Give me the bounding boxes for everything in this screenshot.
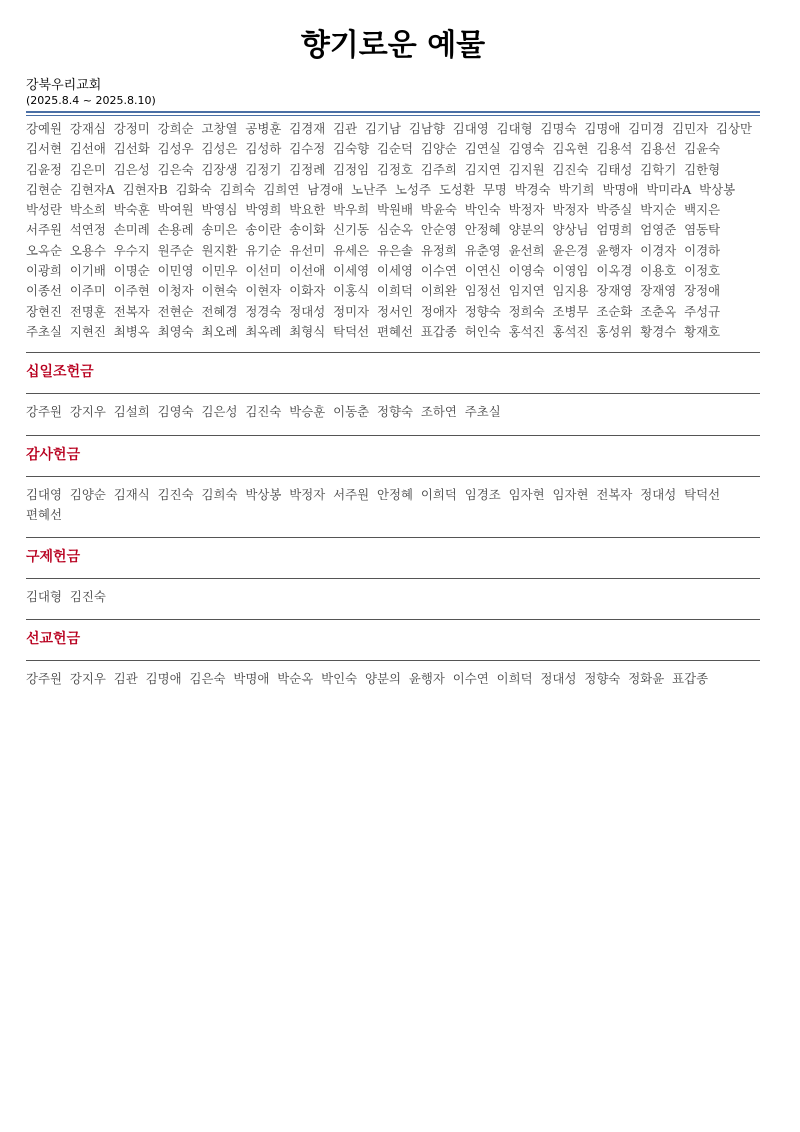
donor-name: 김명애 bbox=[145, 671, 182, 687]
donor-name: 임자현 bbox=[552, 486, 589, 502]
donor-name: 우수지 bbox=[113, 242, 150, 258]
donor-name: 이세영 bbox=[377, 263, 413, 279]
donor-name: 유춘영 bbox=[464, 242, 501, 258]
donor-name: 최옥례 bbox=[245, 323, 282, 339]
donor-name: 박여원 bbox=[157, 202, 194, 218]
donor-name: 고창열 bbox=[201, 121, 238, 136]
donor-name: 박우희 bbox=[333, 202, 370, 218]
donor-name: 정대성 bbox=[640, 486, 677, 502]
donor-name: 박경숙 bbox=[514, 181, 551, 197]
donor-name: 양상님 bbox=[552, 222, 589, 238]
donor-name: 탁덕선 bbox=[333, 323, 370, 339]
donor-name: 김연실 bbox=[464, 141, 501, 157]
donor-name: 김현순 bbox=[26, 181, 62, 197]
donor-name: 김주희 bbox=[420, 161, 457, 177]
donor-name: 송이란 bbox=[245, 222, 282, 238]
donor-name: 박증실 bbox=[596, 202, 633, 218]
donor-name: 임지용 bbox=[552, 283, 589, 299]
donor-name: 원주순 bbox=[157, 242, 194, 258]
donor-name: 김정기 bbox=[245, 161, 282, 177]
donor-name: 탁덕선 bbox=[684, 486, 721, 502]
donor-name: 조춘옥 bbox=[640, 303, 677, 319]
donor-name: 김민자 bbox=[672, 121, 709, 136]
donor-name: 양분의 bbox=[365, 671, 401, 687]
donor-name: 김명숙 bbox=[540, 121, 577, 136]
donor-name: 이민우 bbox=[201, 263, 238, 279]
donor-name: 이세영 bbox=[333, 263, 370, 279]
donor-name: 김성하 bbox=[245, 141, 282, 157]
donor-name: 염동탁 bbox=[684, 222, 721, 238]
donor-name: 정미자 bbox=[333, 303, 370, 319]
donor-name: 조병무 bbox=[552, 303, 589, 319]
donor-name: 표갑종 bbox=[672, 671, 709, 687]
donor-name: 서주원 bbox=[333, 486, 370, 502]
donor-name: 정향숙 bbox=[377, 404, 413, 420]
donor-name: 박지순 bbox=[640, 202, 677, 218]
donor-name: 김희연 bbox=[263, 181, 300, 197]
donor-name: 이영임 bbox=[552, 263, 589, 279]
donor-name: 장정애 bbox=[684, 283, 721, 299]
donor-name: 무명 bbox=[482, 181, 507, 197]
donor-name: 전혜경 bbox=[201, 303, 238, 319]
donor-name: 안정혜 bbox=[464, 222, 501, 238]
donor-name: 전명훈 bbox=[69, 303, 106, 319]
donor-name: 김남향 bbox=[408, 121, 445, 136]
donor-name: 이주미 bbox=[69, 283, 106, 299]
donor-name: 강주원 bbox=[26, 671, 62, 687]
donor-name: 김경재 bbox=[289, 121, 326, 136]
donor-name: 김선화 bbox=[113, 141, 150, 157]
donor-name: 유정희 bbox=[420, 242, 457, 258]
donor-name: 오용수 bbox=[69, 242, 106, 258]
donor-name: 김양순 bbox=[420, 141, 457, 157]
donor-name: 안순영 bbox=[420, 222, 457, 238]
donor-name: 김화숙 bbox=[175, 181, 212, 197]
donor-name: 김진숙 bbox=[69, 589, 106, 605]
donor-name: 유세은 bbox=[333, 242, 370, 258]
donor-name: 임정선 bbox=[464, 283, 501, 299]
donor-name: 박소희 bbox=[69, 202, 106, 218]
donor-name: 장재영 bbox=[596, 283, 633, 299]
donor-name: 김상만 bbox=[716, 121, 752, 136]
section-title: 구제헌금 bbox=[26, 549, 81, 566]
donor-name: 김은성 bbox=[113, 161, 150, 177]
donor-name: 윤선희 bbox=[508, 242, 545, 258]
donor-name: 김대형 bbox=[496, 121, 533, 136]
donor-name: 이용호 bbox=[640, 263, 677, 279]
page-title: 향기로운 예물 bbox=[300, 28, 486, 63]
donor-name: 김영숙 bbox=[157, 404, 194, 420]
donor-name: 정향숙 bbox=[464, 303, 501, 319]
donor-name: 박상봉 bbox=[245, 486, 282, 502]
donor-name: 김양순 bbox=[69, 486, 106, 502]
donor-name: 박인숙 bbox=[464, 202, 501, 218]
donor-name: 김대영 bbox=[452, 121, 489, 136]
donor-name: 박승훈 bbox=[289, 404, 326, 420]
donor-name: 김관 bbox=[333, 121, 358, 136]
donor-name: 주초실 bbox=[26, 323, 62, 339]
donor-name: 이영숙 bbox=[508, 263, 545, 279]
donor-name: 정경숙 bbox=[245, 303, 282, 319]
donor-name: 전현순 bbox=[157, 303, 194, 319]
donor-name: 장현진 bbox=[26, 303, 62, 319]
donor-name: 박원배 bbox=[377, 202, 413, 218]
donor-name: 노성주 bbox=[395, 181, 431, 197]
donor-name: 공병훈 bbox=[245, 121, 282, 136]
donor-name: 주성규 bbox=[684, 303, 721, 319]
donor-name: 김숙향 bbox=[333, 141, 370, 157]
donor-name: 이희덕 bbox=[420, 486, 457, 502]
donor-name: 이홍식 bbox=[333, 283, 370, 299]
donor-name: 이청자 bbox=[157, 283, 194, 299]
donor-name: 남경애 bbox=[307, 181, 344, 197]
donor-name: 김수정 bbox=[289, 141, 326, 157]
donor-name: 이명순 bbox=[113, 263, 150, 279]
donor-name: 조순화 bbox=[596, 303, 633, 319]
donor-name: 강예원 bbox=[26, 121, 62, 136]
donor-name: 송이화 bbox=[289, 222, 326, 238]
donor-name: 김윤숙 bbox=[684, 141, 721, 157]
donor-name: 이연신 bbox=[464, 263, 501, 279]
donor-name: 김한형 bbox=[684, 161, 721, 177]
donor-name: 황재호 bbox=[684, 323, 721, 339]
donor-name: 강지우 bbox=[69, 404, 106, 420]
donor-name: 전복자 bbox=[596, 486, 633, 502]
donor-name: 김학기 bbox=[640, 161, 677, 177]
donor-name: 강희순 bbox=[157, 121, 194, 136]
donor-name: 최형식 bbox=[289, 323, 326, 339]
donor-name: 이정호 bbox=[684, 263, 721, 279]
donor-name: 백지은 bbox=[684, 202, 721, 218]
donor-name: 임경조 bbox=[464, 486, 501, 502]
donor-name: 이주현 bbox=[113, 283, 150, 299]
donor-name: 김지원 bbox=[508, 161, 545, 177]
donor-name: 김대영 bbox=[26, 486, 62, 502]
offering-sections bbox=[26, 352, 760, 701]
donor-name: 이선애 bbox=[289, 263, 326, 279]
donor-name: 김진숙 bbox=[245, 404, 282, 420]
donor-name: 김진숙 bbox=[157, 486, 194, 502]
donor-name: 전복자 bbox=[113, 303, 150, 319]
donor-name: 석연정 bbox=[69, 222, 106, 238]
donor-name: 이희덕 bbox=[377, 283, 413, 299]
donor-name: 정향숙 bbox=[584, 671, 621, 687]
donor-name: 이선미 bbox=[245, 263, 282, 279]
donor-name: 김재식 bbox=[113, 486, 150, 502]
donor-name: 윤행자 bbox=[408, 671, 445, 687]
donor-name: 김윤정 bbox=[26, 161, 62, 177]
donor-name: 최병옥 bbox=[113, 323, 150, 339]
donor-name: 정대성 bbox=[540, 671, 577, 687]
donor-name: 김은미 bbox=[69, 161, 106, 177]
donor-name: 도성환 bbox=[438, 181, 475, 197]
donor-name: 오옥순 bbox=[26, 242, 62, 258]
donor-name: 박기희 bbox=[558, 181, 595, 197]
donor-name: 김선애 bbox=[69, 141, 106, 157]
donor-name: 이수연 bbox=[452, 671, 489, 687]
donor-name: 김정호 bbox=[377, 161, 413, 177]
donor-name: 김기남 bbox=[365, 121, 401, 136]
donor-name: 엄영준 bbox=[640, 222, 677, 238]
donor-name: 정애자 bbox=[420, 303, 457, 319]
donor-name: 김은숙 bbox=[157, 161, 194, 177]
section-names bbox=[26, 579, 760, 619]
donor-name: 김미경 bbox=[628, 121, 665, 136]
offering-page bbox=[26, 0, 760, 702]
donor-name: 박정자 bbox=[508, 202, 545, 218]
donor-name: 김성은 bbox=[201, 141, 238, 157]
donor-name: 박명애 bbox=[602, 181, 639, 197]
donor-name: 손용례 bbox=[157, 222, 194, 238]
donor-name: 심순옥 bbox=[377, 222, 413, 238]
donor-name: 이경하 bbox=[684, 242, 721, 258]
donor-name: 유기순 bbox=[245, 242, 282, 258]
donor-name: 김정임 bbox=[333, 161, 370, 177]
donor-name: 최영숙 bbox=[157, 323, 194, 339]
donor-name: 조하연 bbox=[420, 404, 457, 420]
donor-name: 박정자 bbox=[289, 486, 326, 502]
donor-name: 김정례 bbox=[289, 161, 326, 177]
donor-name: 홍석진 bbox=[552, 323, 589, 339]
church-name: 강북우리교회 bbox=[26, 78, 102, 93]
donor-name: 강지우 bbox=[69, 671, 106, 687]
donor-name: 서주원 bbox=[26, 222, 62, 238]
donor-name: 송미은 bbox=[201, 222, 238, 238]
donor-name: 김성우 bbox=[157, 141, 194, 157]
donor-name: 김순덕 bbox=[377, 141, 413, 157]
donor-name: 이광희 bbox=[26, 263, 62, 279]
donor-name: 김관 bbox=[113, 671, 138, 687]
donor-name: 김은성 bbox=[201, 404, 238, 420]
donor-name: 유은솔 bbox=[377, 242, 413, 258]
donor-name: 강주원 bbox=[26, 404, 62, 420]
donor-name: 안정혜 bbox=[377, 486, 413, 502]
donor-name: 정서인 bbox=[377, 303, 413, 319]
donor-name: 강재심 bbox=[69, 121, 106, 136]
donor-name: 양분의 bbox=[508, 222, 545, 238]
donor-name: 임지연 bbox=[508, 283, 545, 299]
donor-name: 김영숙 bbox=[508, 141, 545, 157]
section-title: 선교헌금 bbox=[26, 631, 81, 648]
header-divider bbox=[26, 111, 760, 116]
donor-name: 김명애 bbox=[584, 121, 621, 136]
date-range: (2025.8.4 ~ 2025.8.10) bbox=[26, 94, 156, 107]
donor-name: 임자현 bbox=[508, 486, 545, 502]
donor-name: 이옥경 bbox=[596, 263, 633, 279]
donor-name: 김설희 bbox=[113, 404, 150, 420]
donor-name: 박명애 bbox=[233, 671, 270, 687]
section-names bbox=[26, 394, 760, 434]
donor-name: 노난주 bbox=[351, 181, 388, 197]
donor-name: 홍석진 bbox=[508, 323, 545, 339]
donor-name: 김현자A bbox=[69, 181, 115, 197]
donor-name: 편혜선 bbox=[26, 506, 62, 522]
donor-name: 엄명희 bbox=[596, 222, 633, 238]
donor-name: 박영심 bbox=[201, 202, 238, 218]
donor-name: 정대성 bbox=[289, 303, 326, 319]
section-title: 감사헌금 bbox=[26, 446, 81, 463]
donor-name: 정화윤 bbox=[628, 671, 665, 687]
donor-name: 박미라A bbox=[646, 181, 692, 197]
donor-name: 이수연 bbox=[420, 263, 457, 279]
donor-name: 김은숙 bbox=[189, 671, 226, 687]
donor-name: 이기배 bbox=[69, 263, 106, 279]
donor-name: 김지연 bbox=[464, 161, 501, 177]
donor-name: 이화자 bbox=[289, 283, 326, 299]
donor-name: 김대형 bbox=[26, 589, 62, 605]
donor-name: 최오례 bbox=[201, 323, 238, 339]
section-names bbox=[26, 477, 760, 538]
donor-name: 정희숙 bbox=[508, 303, 545, 319]
donor-name: 김태성 bbox=[596, 161, 633, 177]
donor-name: 표갑종 bbox=[420, 323, 457, 339]
donor-name: 박성란 bbox=[26, 202, 62, 218]
donor-name: 이민영 bbox=[157, 263, 194, 279]
donor-name: 신기동 bbox=[333, 222, 370, 238]
donor-name: 박숙훈 bbox=[113, 202, 150, 218]
section-names bbox=[26, 661, 760, 701]
donor-name: 편혜선 bbox=[377, 323, 413, 339]
general-offering-names bbox=[26, 119, 760, 342]
donor-name: 지현진 bbox=[69, 323, 106, 339]
donor-name: 박요한 bbox=[289, 202, 326, 218]
donor-name: 윤행자 bbox=[596, 242, 633, 258]
donor-name: 김희숙 bbox=[201, 486, 238, 502]
donor-name: 강정미 bbox=[113, 121, 150, 136]
donor-name: 박인숙 bbox=[321, 671, 358, 687]
donor-name: 김희숙 bbox=[219, 181, 256, 197]
donor-name: 김현자B bbox=[122, 181, 168, 197]
donor-name: 김장생 bbox=[201, 161, 238, 177]
donor-name: 이현숙 bbox=[201, 283, 238, 299]
donor-name: 이경자 bbox=[640, 242, 677, 258]
donor-name: 홍성위 bbox=[596, 323, 633, 339]
donor-name: 박순옥 bbox=[277, 671, 314, 687]
donor-name: 이희완 bbox=[420, 283, 457, 299]
donor-name: 김용석 bbox=[596, 141, 633, 157]
donor-name: 이현자 bbox=[245, 283, 282, 299]
donor-name: 김용선 bbox=[640, 141, 677, 157]
donor-name: 박윤숙 bbox=[420, 202, 457, 218]
section-title: 십일조헌금 bbox=[26, 364, 94, 381]
donor-name: 김옥현 bbox=[552, 141, 589, 157]
donor-name: 황경수 bbox=[640, 323, 677, 339]
donor-name: 이희덕 bbox=[496, 671, 533, 687]
donor-name: 유선미 bbox=[289, 242, 326, 258]
donor-name: 김서현 bbox=[26, 141, 62, 157]
donor-name: 장재영 bbox=[640, 283, 677, 299]
donor-name: 이동춘 bbox=[333, 404, 370, 420]
donor-name: 주초실 bbox=[464, 404, 501, 420]
donor-name: 김진숙 bbox=[552, 161, 589, 177]
donor-name: 박정자 bbox=[552, 202, 589, 218]
donor-name: 박영희 bbox=[245, 202, 282, 218]
donor-name: 손미례 bbox=[113, 222, 150, 238]
donor-name: 윤은경 bbox=[552, 242, 589, 258]
donor-name: 허인숙 bbox=[464, 323, 501, 339]
donor-name: 원지환 bbox=[201, 242, 238, 258]
donor-name: 이종선 bbox=[26, 283, 62, 299]
donor-name: 박상봉 bbox=[699, 181, 736, 197]
